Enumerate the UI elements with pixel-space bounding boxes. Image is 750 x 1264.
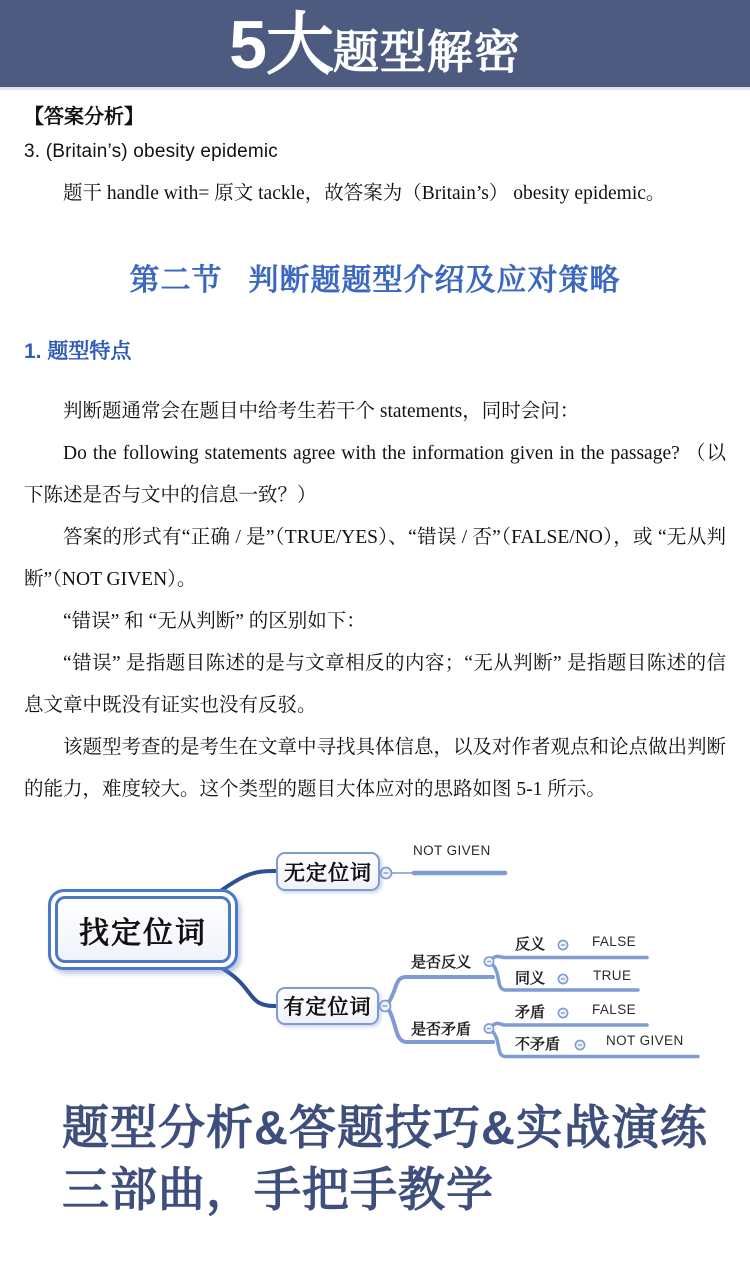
body-paragraphs xyxy=(24,391,726,811)
footer-slogan xyxy=(0,1097,750,1221)
mindmap-node-has-keyword: 有定位词 xyxy=(276,987,379,1025)
section-heading xyxy=(24,255,726,299)
topic-line xyxy=(493,1023,647,1025)
topic-line xyxy=(389,977,493,1002)
mindmap-antonym: 反义 xyxy=(515,936,546,953)
mindmap-result-true: TRUE xyxy=(593,968,632,983)
mindmap-no-contradiction: 不矛盾 xyxy=(515,1036,561,1053)
topic-line xyxy=(493,956,647,958)
mindmap-synonym: 同义 xyxy=(515,970,546,987)
mindmap-result-not-given: NOT GIVEN xyxy=(413,843,491,858)
branch-curve xyxy=(220,967,276,1006)
mindmap-result-false-2: FALSE xyxy=(592,1002,637,1017)
footer-slogan-line2: 三部曲，手把手教学 xyxy=(62,1163,494,1216)
mindmap-result-false: FALSE xyxy=(592,934,637,949)
figure-5-1-mindmap xyxy=(0,827,750,1079)
mindmap-result-not-given-2: NOT GIVEN xyxy=(606,1033,684,1048)
section-number: 第二节 xyxy=(129,264,223,297)
paragraph: Do the following statements agree with the information given in the passage? （以下陈述是否与文中的信息一致？） xyxy=(24,443,726,506)
page-banner xyxy=(0,0,750,90)
mindmap-root-label: 找定位词 xyxy=(55,896,231,963)
banner-title: 题型解密 xyxy=(332,26,521,78)
paragraph: 答案的形式有“正确 / 是”（TRUE/YES）、“错误 / 否”（FALSE/NO），或 “无从判断”（NOT GIVEN）。 xyxy=(24,527,726,590)
answer-detail: 题干 handle with= 原文 tackle，故答案为（Britain’s） obesity epidemic。 xyxy=(63,183,666,204)
mindmap-root-node xyxy=(48,889,238,970)
section-title: 判断题题型介绍及应对策略 xyxy=(248,264,621,297)
answer-analysis-label: 【答案分析】 xyxy=(24,106,144,128)
mindmap-node-no-keyword: 无定位词 xyxy=(276,852,380,891)
mindmap-check-antonym: 是否反义 xyxy=(411,954,472,971)
mindmap-check-contradiction: 是否矛盾 xyxy=(411,1021,472,1038)
paragraph: “错误” 是指题目陈述的是与文章相反的内容；“无从判断” 是指题目陈述的信息文章中既没有证实也没有反驳。 xyxy=(24,653,726,716)
page-content xyxy=(0,100,750,811)
banner-number: 5大 xyxy=(229,7,333,83)
paragraph: “错误” 和 “无从判断” 的区别如下： xyxy=(63,611,366,632)
subsection-heading: 1. 题型特点 xyxy=(24,340,132,363)
mindmap-contradiction: 矛盾 xyxy=(515,1004,546,1021)
paragraph: 该题型考查的是考生在文章中寻找具体信息，以及对作者观点和论点做出判断的能力，难度较大。这个类型的题目大体应对的思路如图 5-1 所示。 xyxy=(24,737,727,800)
footer-slogan-line1: 题型分析&答题技巧&实战演练 xyxy=(62,1101,708,1154)
paragraph: 判断题通常会在题目中给考生若干个 statements，同时会问： xyxy=(63,401,580,422)
answer-item: 3. (Britain’s) obesity epidemic xyxy=(24,141,279,162)
